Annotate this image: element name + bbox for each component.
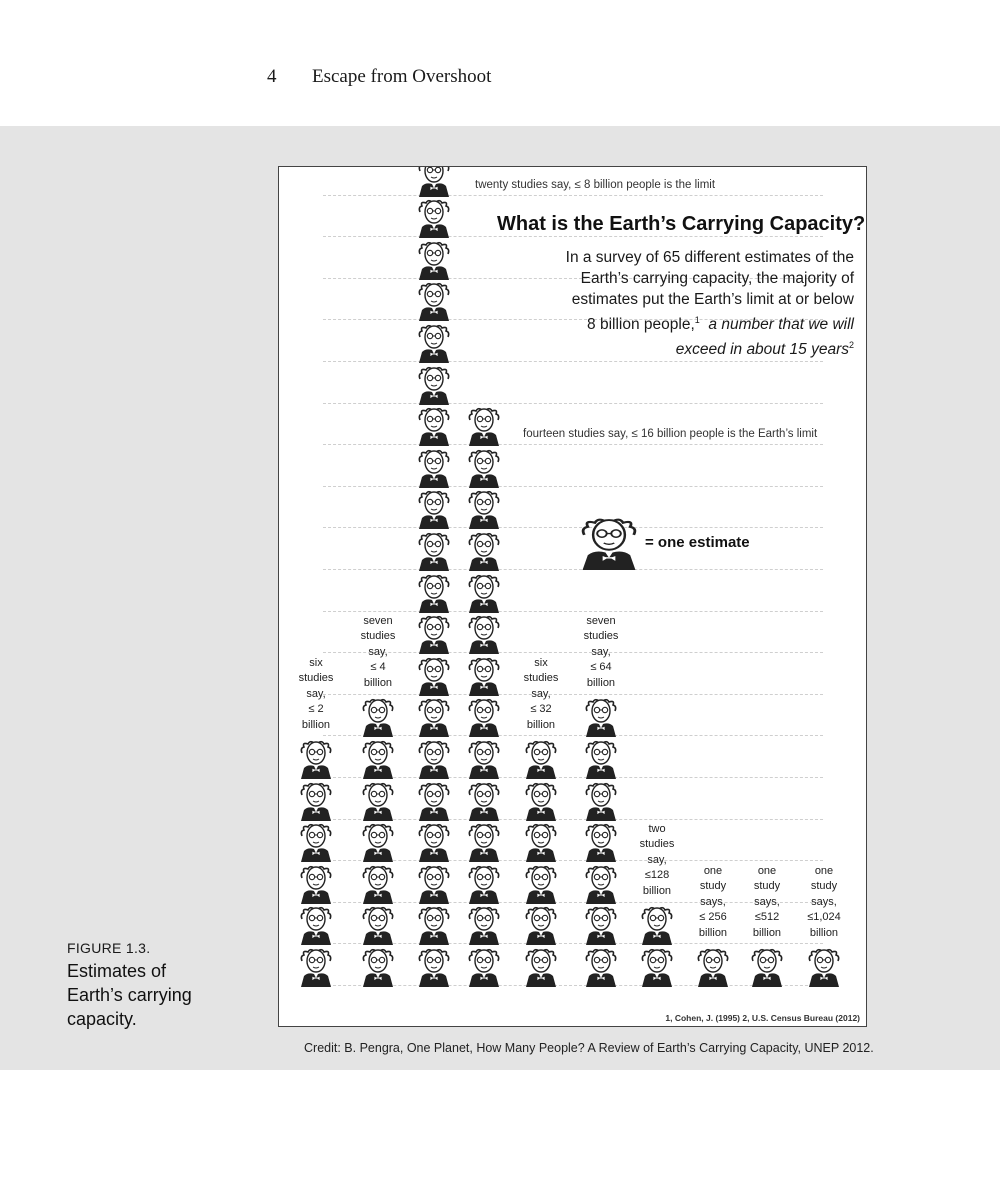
estimate-face-icon [299,864,333,904]
legend-face-icon [579,516,639,570]
estimate-face-icon [584,781,618,821]
estimate-face-icon [417,656,451,696]
estimate-face-icon [299,905,333,945]
column-label-line: studies [639,838,675,851]
column-label-line: ≤ 4 [370,661,386,674]
estimate-face-icon [524,947,558,987]
estimate-face-icon [524,864,558,904]
estimate-face-icon [417,614,451,654]
estimate-face-icon [417,697,451,737]
figure-caption [67,940,247,1031]
caption-line: Estimates of [67,961,167,981]
estimate-face-icon [467,573,501,613]
caption-line: Earth’s carrying [67,985,192,1005]
column-label-line: six [309,656,323,669]
estimate-face-icon [640,905,674,945]
estimate-face-icon [417,947,451,987]
estimate-face-icon [467,489,501,529]
estimate-face-icon [417,281,451,321]
estimate-face-icon [467,739,501,779]
estimate-face-icon [299,822,333,862]
gridline [323,985,823,986]
figure-label: FIGURE 1.3. [67,940,151,956]
footnote-ref: 2 [848,340,854,351]
column-label-line: seven [363,614,393,627]
estimate-face-icon [361,739,395,779]
figure-footnotes: 1, Cohen, J. (1995) 2, U.S. Census Bureau (2012) [665,1013,860,1023]
legend-label: = one estimate [645,534,750,551]
estimate-face-icon [361,697,395,737]
column-label-line: says, [700,895,726,908]
column-label-line: studies [298,672,334,684]
estimate-face-icon [524,905,558,945]
estimate-face-icon [524,822,558,862]
estimate-face-icon [417,198,451,238]
column-label-line: one [703,864,723,877]
column-label-line: billion [526,718,556,731]
estimate-face-icon [807,947,841,987]
estimate-face-icon [524,739,558,779]
estimate-face-icon [361,905,395,945]
gridline [323,195,823,196]
gridline [323,444,823,445]
estimate-face-icon [417,166,451,197]
column-label-line: billion [586,676,616,689]
gridline [323,777,823,778]
column-label-line: seven [586,614,616,627]
estimate-face-icon [584,864,618,904]
gridline [323,403,823,404]
column-label-line: billion [301,718,331,731]
estimate-face-icon [417,822,451,862]
estimate-face-icon [417,406,451,446]
gridline [323,569,823,570]
survey-text [474,247,854,360]
column-label [285,656,347,734]
estimate-face-icon [417,781,451,821]
column-label-line: say, [368,645,388,658]
column-label [570,614,632,692]
estimate-face-icon [417,905,451,945]
estimate-face-icon [361,947,395,987]
column-label-line: ≤ 32 [530,703,552,715]
gridline [323,694,823,695]
column-label [736,864,798,942]
column-label-line: says, [754,895,780,908]
estimate-face-icon [467,781,501,821]
gridline [323,735,823,736]
estimate-face-icon [584,697,618,737]
estimate-face-icon [417,531,451,571]
column-label-line: studies [523,672,559,684]
gridline [323,860,823,861]
column-label [626,822,688,900]
estimate-face-icon [417,365,451,405]
estimate-face-icon [640,947,674,987]
gridline [323,819,823,820]
column-label-line: say, [647,853,667,866]
estimate-face-icon [417,448,451,488]
estimate-face-icon [584,947,618,987]
estimate-face-icon [467,406,501,446]
column-label-line: ≤ 64 [590,661,612,674]
gridline [323,527,823,528]
running-head [267,66,491,88]
callout-fourteen-studies: fourteen studies say, ≤ 16 billion people is the Earth’s limit [523,428,818,440]
column-label-line: studies [583,630,619,643]
estimate-face-icon [299,739,333,779]
estimate-face-icon [467,448,501,488]
estimate-face-icon [696,947,730,987]
column-label-line: says, [811,895,837,908]
image-credit: Credit: B. Pengra, One Planet, How Many People? A Review of Earth’s Carrying Capacity, UNEP 2012. [304,1041,874,1055]
column-label-line: billion [752,926,782,939]
gridline [323,611,823,612]
column-label-line: billion [642,884,672,897]
column-label-line: study [810,880,838,892]
column-label-line: study [699,880,727,892]
page-number: 4 [267,66,277,87]
column-label-line: say, [531,687,551,700]
survey-line: Earth’s carrying capacity, the majority of [580,270,854,287]
estimate-face-icon [584,739,618,779]
estimate-face-icon [299,947,333,987]
gridline [323,361,823,362]
estimate-face-icon [467,864,501,904]
estimate-face-icon [417,864,451,904]
column-label-line: studies [360,630,396,643]
column-label-line: ≤128 [644,869,670,882]
estimate-face-icon [467,614,501,654]
estimate-face-icon [417,739,451,779]
caption-text [67,959,247,1031]
gridline [323,943,823,944]
column-label-line: billion [698,926,728,939]
estimate-face-icon [467,697,501,737]
estimate-face-icon [467,905,501,945]
column-label-line: say, [306,687,326,700]
column-label-line: ≤ 256 [699,911,727,923]
survey-line: estimates put the Earth’s limit at or below [571,291,854,308]
column-label-line: one [814,864,834,877]
footnote-ref: 1 [694,315,700,325]
estimate-face-icon [417,240,451,280]
callout-twenty-studies: twenty studies say, ≤ 8 billion people is the limit [475,179,716,191]
estimate-face-icon [417,323,451,363]
estimate-face-icon [417,573,451,613]
column-label [682,864,744,942]
column-label-line: two [648,822,666,835]
column-label [510,656,572,734]
estimate-face-icon [584,905,618,945]
survey-line: In a survey of 65 different estimates of the [565,249,854,266]
estimate-face-icon [299,781,333,821]
estimate-face-icon [361,864,395,904]
column-label-line: say, [591,645,611,658]
gridline [323,236,823,237]
carrying-capacity-figure [278,166,867,1027]
estimate-face-icon [750,947,784,987]
column-label-line: ≤ 2 [308,703,324,715]
survey-italic-line: exceed in about 15 years [675,341,849,359]
estimate-face-icon [584,822,618,862]
figure-title: What is the Earth’s Carrying Capacity? [497,213,866,235]
column-label-line: one [757,864,777,877]
estimate-face-icon [361,781,395,821]
estimate-face-icon [467,822,501,862]
estimate-face-icon [361,822,395,862]
estimate-face-icon [417,489,451,529]
estimate-face-icon [467,656,501,696]
estimate-face-icon [467,531,501,571]
column-label-line: billion [809,926,839,939]
caption-line: capacity. [67,1009,137,1029]
book-title: Escape from Overshoot [312,66,492,87]
column-label [347,614,409,692]
estimate-face-icon [524,781,558,821]
column-label-line: ≤512 [754,911,780,923]
column-label [793,864,855,942]
column-label-line: ≤1,024 [807,911,841,923]
estimate-face-icon [467,947,501,987]
survey-italic-line: a number that we will [708,316,854,334]
column-label-line: study [753,880,781,892]
survey-line: 8 billion people, [587,316,695,334]
gridline [323,486,823,487]
column-label-line: six [534,656,548,669]
column-label-line: billion [363,676,393,689]
